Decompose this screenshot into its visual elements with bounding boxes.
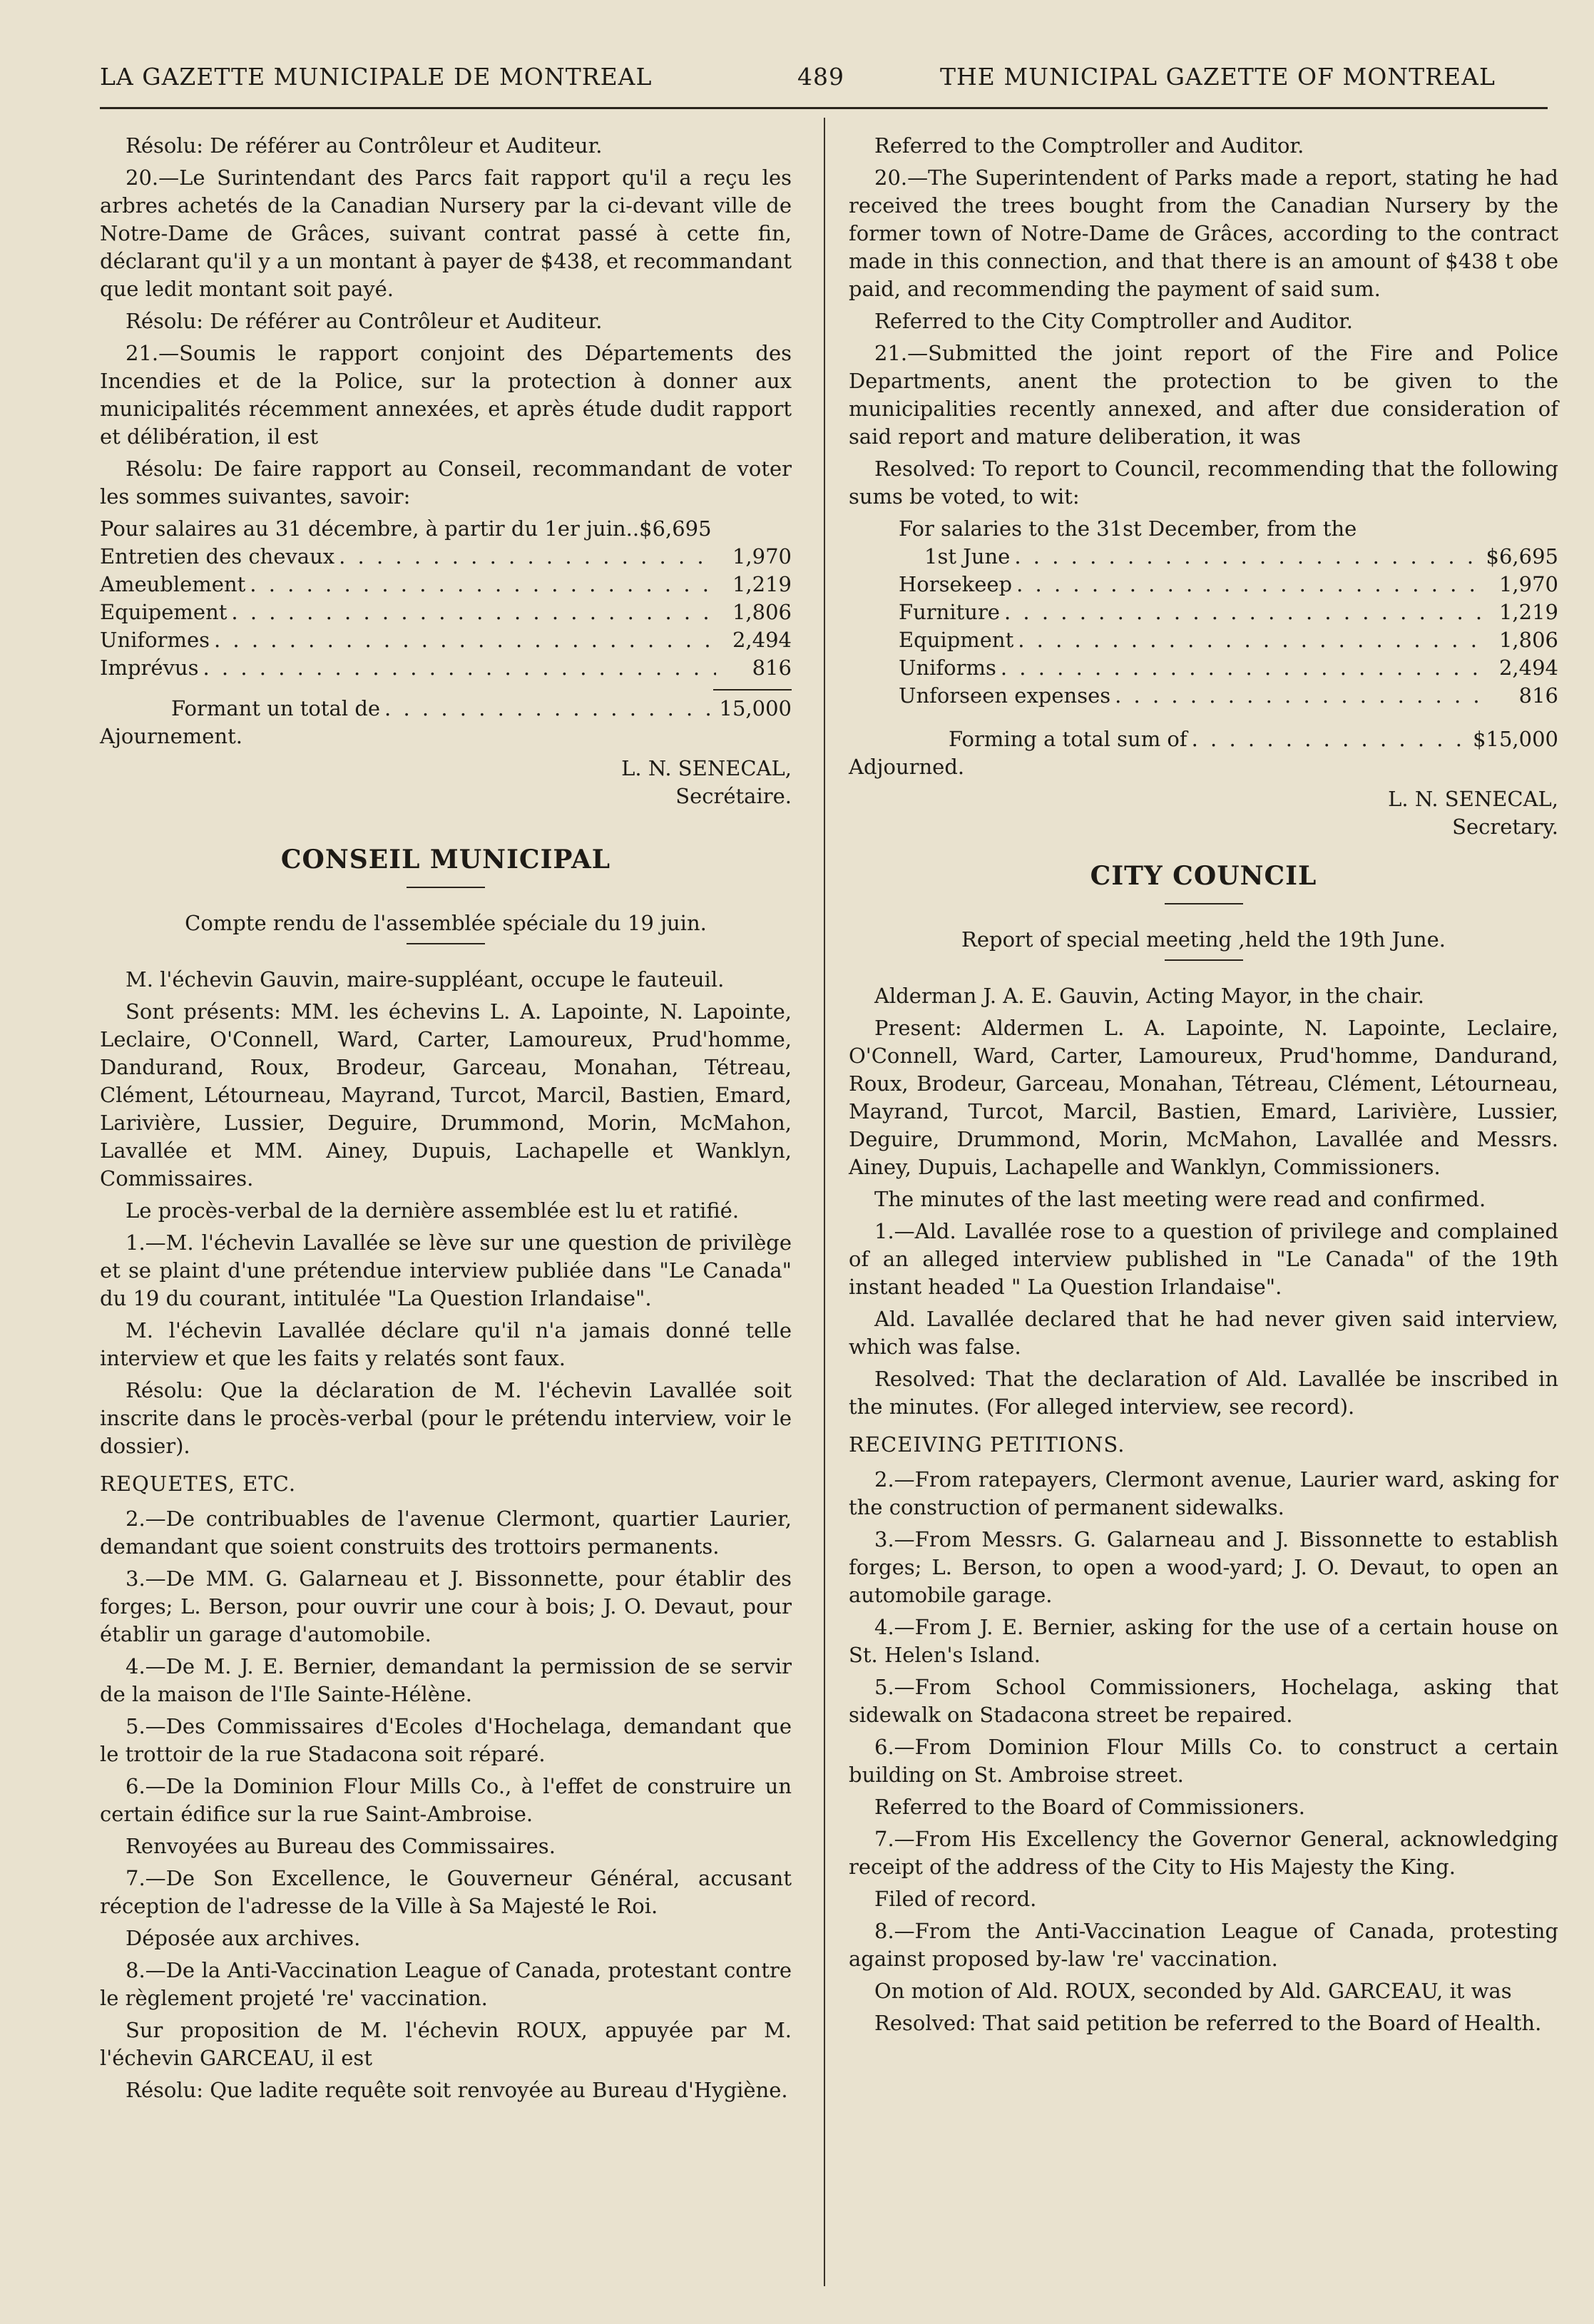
total-amount: 15,000 (719, 696, 792, 720)
paragraph: 20.—Le Surintendant des Parcs fait rapport qu'il a reçu les arbres achetés de la Canadian Nursery par la ci-devant ville de Notre-Dame de Grâces, suivant contrat passé à cette fin, déclarant qu'il y a un montant à payer de $438, et recommandant que ledit montant soit payé. (100, 165, 792, 301)
budget-label: Imprévus (100, 656, 199, 680)
paragraph: 2.—De contribuables de l'avenue Clermont, quartier Laurier, demandant que soient construits des trottoirs permanents. (100, 1507, 792, 1559)
budget-amount: 1,219 (732, 572, 792, 596)
budget-amount: $6,695 (639, 516, 712, 541)
budget-amount: $6,695 (1486, 544, 1558, 569)
budget-row (100, 515, 792, 543)
budget-intro: For salaries to the 31st December, from the (899, 516, 1357, 541)
budget-amount: 816 (752, 656, 792, 680)
paragraph: 7.—De Son Excellence, le Gouverneur Général, accusant réception de l'adresse de la Ville à Sa Majesté le Roi. (100, 1866, 792, 1918)
budget-row (100, 654, 792, 682)
paragraph: 5.—Des Commissaires d'Ecoles d'Hochelaga, demandant que le trottoir de la rue Stadacona soit réparé. (100, 1714, 792, 1766)
budget-list-fr (100, 515, 792, 723)
budget-total-row (899, 725, 1558, 753)
paragraph: Résolu: De faire rapport au Conseil, recommandant de voter les sommes suivantes, savoir: (100, 457, 792, 509)
title-rule (407, 943, 485, 944)
section-title: CONSEIL MUNICIPAL (280, 845, 611, 875)
paragraph: 8.—From the Anti-Vaccination League of Canada, protesting against proposed by-law 're' vaccination. (849, 1919, 1558, 1971)
budget-label: Equipment (899, 628, 1014, 652)
paragraph: On motion of Ald. ROUX, seconded by Ald. GARCEAU, it was (874, 1979, 1512, 2003)
page-number: 489 (797, 63, 844, 91)
section-heading: RECEIVING PETITIONS. (849, 1432, 1125, 1457)
budget-label: Equipement (100, 600, 228, 624)
budget-label: 1st June (924, 544, 1011, 569)
paragraph: 3.—De MM. G. Galarneau et J. Bissonnette, pour établir des forges; L. Berson, pour ouvrir une cour à bois; J. O. Devaut, pour établir un garage d'automobile. (100, 1566, 792, 1646)
budget-row (899, 654, 1558, 682)
budget-amount: 1,219 (1498, 600, 1558, 624)
paragraph: Ald. Lavallée declared that he had never given said interview, which was false. (849, 1307, 1558, 1359)
budget-label: Uniformes (100, 628, 210, 652)
paragraph: 2.—From ratepayers, Clermont avenue, Laurier ward, asking for the construction of permanent sidewalks. (849, 1467, 1558, 1519)
budget-label: Ameublement (100, 572, 246, 596)
header-rule (100, 107, 1548, 109)
budget-amount: 2,494 (732, 628, 792, 652)
section-heading: REQUETES, ETC. (100, 1472, 297, 1496)
budget-row (100, 598, 792, 626)
paragraph: Referred to the City Comptroller and Auditor. (874, 309, 1354, 333)
paragraph: 21.—Soumis le rapport conjoint des Départements des Incendies et de la Police, sur la protection à donner aux municipalités récemment annexées, et après étude dudit rapport et délibération, il est (100, 341, 792, 449)
budget-amount: 816 (1518, 683, 1558, 708)
paragraph: Résolu: Que ladite requête soit renvoyée au Bureau d'Hygiène. (126, 2078, 788, 2102)
adjourn-note: Adjourned. (849, 755, 965, 779)
paragraph: 4.—De M. J. E. Bernier, demandant la permission de se servir de la maison de l'Ile Sainte-Hélène. (100, 1654, 792, 1706)
header-title-en: THE MUNICIPAL GAZETTE OF MONTREAL (940, 63, 1496, 91)
paragraph: Referred to the Board of Commissioners. (874, 1795, 1305, 1819)
paragraph: Sur proposition de M. l'échevin ROUX, appuyée par M. l'échevin GARCEAU, il est (100, 2018, 792, 2070)
paragraph: Filed of record. (874, 1887, 1037, 1911)
english-column (849, 132, 1558, 2042)
total-label: Formant un total de (171, 696, 381, 720)
title-rule (407, 887, 485, 888)
paragraph: Present: Aldermen L. A. Lapointe, N. Lapointe, Leclaire, O'Connell, Ward, Carter, Lamoureux, Prud'homme, Dandurand, Roux, Brodeur, Garceau, Monahan, Tétreau, Clément, Létourneau, Mayrand, Turcot, Marcil, Bastien, Emard, Larivière, Lussier, Deguire, Drummond, Morin, McMahon, Lavallée and Messrs. Ainey, Dupuis, Lachapelle and Wanklyn, Commissioners. (849, 1016, 1558, 1179)
section-title: CITY COUNCIL (1090, 861, 1317, 891)
budget-row (899, 598, 1558, 626)
paragraph: Sont présents: MM. les échevins L. A. Lapointe, N. Lapointe, Leclaire, O'Connell, Ward, Carter, Lamoureux, Prud'homme, Dandurand, Roux, Brodeur, Garceau, Monahan, Tétreau, Clément, Létourneau, Mayrand, Turcot, Marcil, Bastien, Emard, Larivière, Lussier, Deguire, Drummond, Morin, McMahon, Lavallée et MM. Ainey, Dupuis, Lachapelle et Wanklyn, Commissaires. (100, 999, 792, 1191)
budget-label: Horsekeep (899, 572, 1013, 596)
column-divider (824, 118, 825, 2286)
paragraph: M. l'échevin Gauvin, maire-suppléant, occupe le fauteuil. (126, 967, 725, 992)
total-label: Forming a total sum of (949, 727, 1187, 751)
budget-amount: 1,970 (732, 544, 792, 569)
budget-row (100, 626, 792, 654)
budget-row (899, 626, 1558, 654)
paragraph: 21.—Submitted the joint report of the Fire and Police Departments, anent the protection to be given to the municipalities recently annexed, and after due consideration of said report and mature deliberation, it was (849, 341, 1558, 449)
budget-row (899, 571, 1558, 598)
budget-total-row (100, 695, 792, 723)
report-line: Report of special meeting ,held the 19th June. (961, 927, 1446, 952)
title-rule (1165, 903, 1243, 904)
paragraph: Déposée aux archives. (126, 1926, 361, 1950)
signer-title: Secretary. (1452, 815, 1558, 839)
paragraph: Résolu: De référer au Contrôleur et Auditeur. (126, 133, 603, 158)
report-line: Compte rendu de l'assemblée spéciale du 19 juin. (185, 911, 707, 935)
total-rule (713, 689, 792, 690)
budget-label: Unforseen expenses (899, 683, 1111, 708)
signer-name: L. N. SENECAL, (621, 756, 792, 780)
french-column (100, 132, 792, 2109)
budget-row (899, 682, 1558, 710)
paragraph: The minutes of the last meeting were read and confirmed. (874, 1187, 1486, 1211)
paragraph: 6.—De la Dominion Flour Mills Co., à l'effet de construire un certain édifice sur la rue Saint-Ambroise. (100, 1774, 792, 1826)
paragraph: 8.—De la Anti-Vaccination League of Canada, protestant contre le règlement projeté 're' vaccination. (100, 1958, 792, 2010)
adjourn-note: Ajournement. (100, 724, 242, 748)
paragraph: 3.—From Messrs. G. Galarneau and J. Bissonnette to establish forges; L. Berson, to open a wood-yard; J. O. Devaut, to open an automobile garage. (849, 1527, 1558, 1607)
header-title-fr: LA GAZETTE MUNICIPALE DE MONTREAL (100, 63, 653, 91)
paragraph: Alderman J. A. E. Gauvin, Acting Mayor, in the chair. (874, 984, 1424, 1008)
paragraph: 4.—From J. E. Bernier, asking for the use of a certain house on St. Helen's Island. (849, 1615, 1558, 1667)
paragraph: Le procès-verbal de la dernière assemblée est lu et ratifié. (126, 1198, 740, 1223)
budget-label: Uniforms (899, 656, 996, 680)
budget-amount: 1,970 (1498, 572, 1558, 596)
budget-row (899, 543, 1558, 571)
paragraph: Résolu: Que la déclaration de M. l'échevin Lavallée soit inscrite dans le procès-verbal (pour le prétendu interview, voir le dossier). (100, 1378, 792, 1458)
paragraph: 6.—From Dominion Flour Mills Co. to construct a certain building on St. Ambroise street. (849, 1735, 1558, 1787)
paragraph: Resolved: To report to Council, recommending that the following sums be voted, to wit: (849, 457, 1558, 509)
budget-list-en (849, 515, 1558, 753)
total-amount: $15,000 (1473, 727, 1558, 751)
budget-amount: 2,494 (1498, 656, 1558, 680)
budget-label: Furniture (899, 600, 1000, 624)
paragraph: Renvoyées au Bureau des Commissaires. (126, 1834, 556, 1858)
paragraph: 5.—From School Commissioners, Hochelaga, asking that sidewalk on Stadacona street be repaired. (849, 1675, 1558, 1727)
budget-amount: 1,806 (1498, 628, 1558, 652)
budget-amount: 1,806 (732, 600, 792, 624)
paragraph: Resolved: That said petition be referred to the Board of Health. (874, 2011, 1542, 2035)
budget-label: Entretien des chevaux (100, 544, 335, 569)
signer-name: L. N. SENECAL, (1388, 787, 1558, 811)
paragraph: Resolved: That the declaration of Ald. Lavallée be inscribed in the minutes. (For alleged interview, see record). (849, 1367, 1558, 1419)
paragraph: 7.—From His Excellency the Governor General, acknowledging receipt of the address of the City to His Majesty the King. (849, 1827, 1558, 1879)
paragraph: 1.—M. l'échevin Lavallée se lève sur une question de privilège et se plaint d'une prétendue interview publiée dans "Le Canada" du 19 du courant, intitulée "La Question Irlandaise". (100, 1230, 792, 1310)
title-rule (1165, 959, 1243, 961)
budget-label: Pour salaires au 31 décembre, à partir du 1er juin.. (100, 516, 640, 541)
signer-title: Secrétaire. (675, 784, 792, 808)
paragraph: 1.—Ald. Lavallée rose to a question of privilege and complained of an alleged interview published in "Le Canada" of the 19th instant headed " La Question Irlandaise". (849, 1219, 1558, 1299)
budget-row (100, 543, 792, 571)
budget-row (100, 571, 792, 598)
paragraph: 20.—The Superintendent of Parks made a report, stating he had received the trees bought from the Canadian Nursery by the former town of Notre-Dame de Grâces, according to the contract made in this connection, and that there is an amount of $438 t obe paid, and recommending the payment of said sum. (849, 165, 1558, 301)
paragraph: Résolu: De référer au Contrôleur et Auditeur. (126, 309, 603, 333)
paragraph: Referred to the Comptroller and Auditor. (874, 133, 1304, 158)
paragraph: M. l'échevin Lavallée déclare qu'il n'a jamais donné telle interview et que les faits y relatés sont faux. (100, 1318, 792, 1370)
